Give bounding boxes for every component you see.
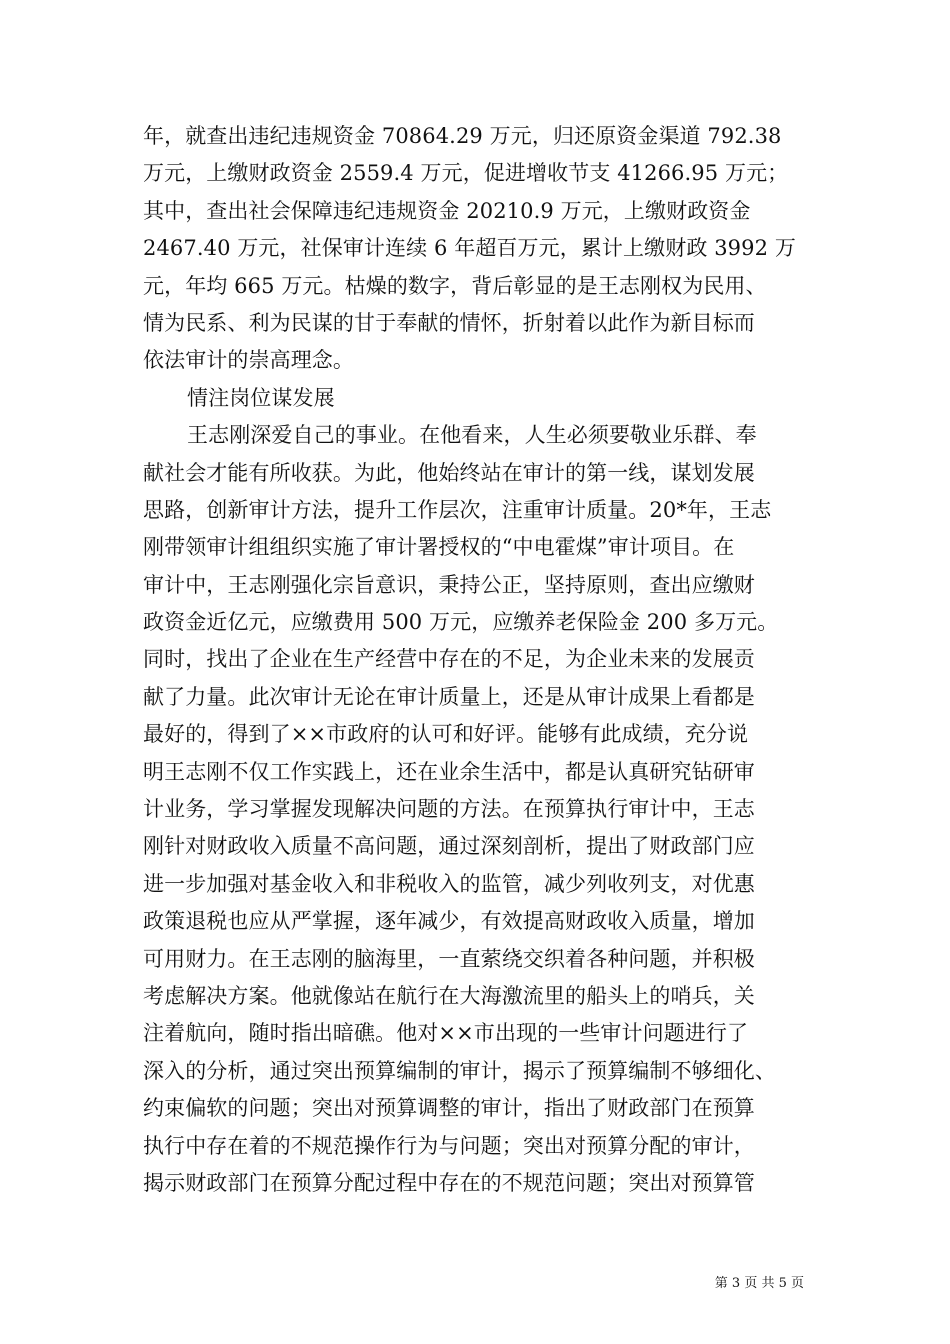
text-line: 年，就查出违纪违规资金 70864.29 万元，归还原资金渠道 792.38 xyxy=(143,124,782,148)
text-line: 2467.40 万元，社保审计连续 6 年超百万元，累计上缴财政 3992 万 xyxy=(143,236,796,261)
text-line: 考虑解决方案。他就像站在航行在大海激流里的船头上的哨兵，关 xyxy=(143,983,755,1008)
text-line: 最好的，得到了××市政府的认可和好评。能够有此成绩，充分说 xyxy=(143,722,749,747)
text-line: 揭示财政部门在预算分配过程中存在的不规范问题；突出对预算管 xyxy=(143,1170,755,1195)
text-line: 献了力量。此次审计无论在审计质量上，还是从审计成果上看都是 xyxy=(143,684,755,709)
text-line: 其中，查出社会保障违纪违规资金 20210.9 万元，上缴财政资金 xyxy=(143,198,751,223)
text-line: 进一步加强对基金收入和非税收入的监管，减少列收列支，对优惠 xyxy=(143,871,755,896)
text-line: 执行中存在着的不规范操作行为与问题；突出对预算分配的审计， xyxy=(143,1133,755,1158)
text-line: 刚带领审计组组织实施了审计署授权的“中电霍煤”审计项目。在 xyxy=(143,535,735,560)
text-line: 思路，创新审计方法，提升工作层次，注重审计质量。20*年，王志 xyxy=(143,497,772,522)
paragraph-first-line: 王志刚深爱自己的事业。在他看来，人生必须要敬业乐群、奉 xyxy=(187,423,757,448)
text-line: 情为民系、利为民谋的甘于奉献的情怀，折射着以此作为新目标而 xyxy=(143,310,755,335)
text-line: 审计中，王志刚强化宗旨意识，秉持公正，坚持原则，查出应缴财 xyxy=(143,572,755,597)
text-line: 可用财力。在王志刚的脑海里，一直萦绕交织着各种问题，并积极 xyxy=(143,946,755,971)
body-text xyxy=(143,118,823,1202)
text-line: 同时，找出了企业在生产经营中存在的不足，为企业未来的发展贡 xyxy=(143,647,755,672)
text-line: 明王志刚不仅工作实践上，还在业余生活中，都是认真研究钻研审 xyxy=(143,759,755,784)
text-line: 计业务，学习掌握发现解决问题的方法。在预算执行审计中，王志 xyxy=(143,797,755,822)
section-heading: 情注岗位谋发展 xyxy=(187,385,335,410)
text-line: 政资金近亿元，应缴费用 500 万元，应缴养老保险金 200 多万元。 xyxy=(143,610,779,635)
text-line: 万元，上缴财政资金 2559.4 万元，促进增收节支 41266.95 万元； xyxy=(143,161,789,186)
text-line: 约束偏软的问题；突出对预算调整的审计，指出了财政部门在预算 xyxy=(143,1096,755,1121)
text-line: 政策退税也应从严掌握，逐年减少，有效提高财政收入质量，增加 xyxy=(143,909,755,934)
page-number: 第 3 页 共 5 页 xyxy=(714,1276,804,1291)
text-line: 注着航向，随时指出暗礁。他对××市出现的一些审计问题进行了 xyxy=(143,1021,749,1046)
text-line: 刚针对财政收入质量不高问题，通过深刻剖析，提出了财政部门应 xyxy=(143,834,755,859)
text-line: 献社会才能有所收获。为此，他始终站在审计的第一线，谋划发展 xyxy=(143,460,755,485)
text-line: 依法审计的崇高理念。 xyxy=(143,348,354,373)
text-line: 深入的分析，通过突出预算编制的审计，揭示了预算编制不够细化、 xyxy=(143,1058,776,1083)
text-line: 元，年均 665 万元。枯燥的数字，背后彰显的是王志刚权为民用、 xyxy=(143,273,767,298)
